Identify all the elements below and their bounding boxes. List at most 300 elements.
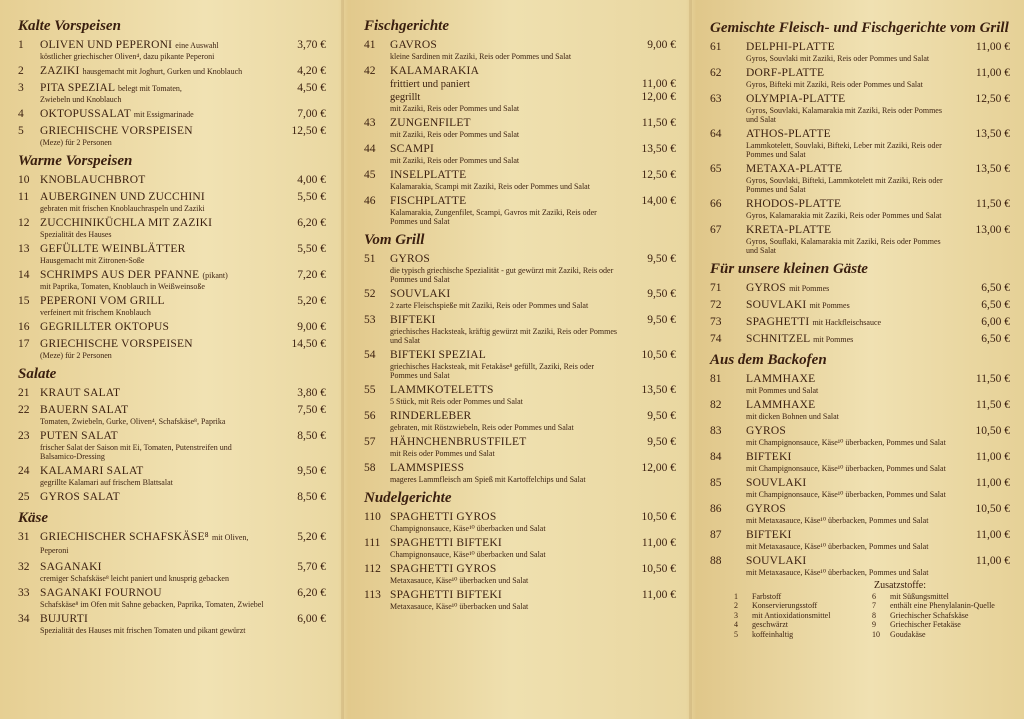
menu-item — [710, 316, 1010, 329]
item-body — [40, 465, 326, 487]
item-number: 34 — [18, 613, 30, 625]
item-name-line — [746, 128, 952, 141]
item-name: METAXA-PLATTE — [746, 163, 843, 175]
menu-item — [364, 537, 676, 559]
item-description: Spezialität des Hauses — [40, 230, 112, 239]
item-name: SOUVLAKI — [390, 288, 451, 300]
item-number: 56 — [364, 410, 376, 422]
item-name-line — [40, 338, 268, 351]
item-price: 10,50 € — [975, 425, 1010, 437]
item-description: gebraten, mit Röstzwiebeln, Reis oder Pommes und Salat — [390, 423, 574, 432]
item-body — [390, 143, 676, 165]
menu-item — [710, 67, 1010, 89]
item-name: BAUERN SALAT — [40, 404, 129, 416]
item-name: GRIECHISCHER SCHAFSKÄSE⁸ — [40, 531, 209, 543]
item-body — [40, 125, 326, 147]
section-title: Nudelgerichte — [364, 490, 452, 506]
item-name: GYROS — [746, 282, 786, 294]
item-inline-description: mit Essigmarinade — [133, 110, 194, 119]
item-body — [40, 108, 326, 121]
item-number: 52 — [364, 288, 376, 300]
item-body — [746, 163, 1010, 194]
menu-item — [710, 333, 1010, 346]
menu-item — [710, 224, 1010, 255]
menu-item — [18, 243, 326, 265]
item-name: PEPERONI VOM GRILL — [40, 295, 165, 307]
menu-item — [18, 174, 326, 187]
item-name: GEGRILLTER OKTOPUS — [40, 321, 170, 333]
section-title: Für unsere kleinen Gäste — [710, 261, 868, 277]
item-number: 86 — [710, 503, 722, 515]
additive-entry — [734, 620, 872, 630]
item-description: Champignonsauce, Käse¹⁰ überbacken und Salat — [390, 550, 546, 559]
menu-item — [364, 589, 676, 611]
item-name-line — [390, 537, 618, 550]
item-number: 87 — [710, 529, 722, 541]
item-price: 11,50 € — [975, 373, 1010, 385]
additive-number: 6 — [872, 591, 876, 601]
item-number: 67 — [710, 224, 722, 236]
menu-item — [710, 555, 1010, 577]
item-number: 55 — [364, 384, 376, 396]
item-number: 44 — [364, 143, 376, 155]
item-price: 6,00 € — [297, 613, 326, 625]
menu-column-2 — [348, 0, 686, 719]
additive-number: 9 — [872, 620, 876, 629]
item-description: gegrillte Kalamari auf frischem Blattsalat — [40, 478, 173, 487]
item-name: GRIECHISCHE VORSPEISEN — [40, 125, 193, 137]
item-description: mit Reis oder Pommes und Salat — [390, 449, 495, 458]
item-name-line — [746, 451, 952, 464]
item-price: 10,50 € — [641, 563, 676, 575]
item-name-line — [40, 269, 268, 282]
item-name-line — [40, 387, 268, 400]
item-description: Tomaten, Zwiebeln, Gurke, Oliven⁴, Schafskäse⁸, Paprika — [40, 417, 226, 426]
item-name-line — [40, 65, 268, 78]
item-variant — [390, 78, 676, 91]
additive-name: Goudakäse — [890, 629, 926, 639]
item-price: 11,00 € — [975, 41, 1010, 53]
item-name-line — [746, 316, 952, 329]
item-name: SCAMPI — [390, 143, 435, 155]
menu-item — [710, 163, 1010, 194]
item-name: PUTEN SALAT — [40, 430, 118, 442]
item-price: 8,50 € — [297, 430, 326, 442]
item-price: 12,00 € — [641, 462, 676, 474]
item-name: GAVROS — [390, 39, 438, 51]
item-body — [390, 253, 676, 284]
item-body — [746, 333, 1010, 346]
item-name: BIFTEKI SPEZIAL — [390, 349, 486, 361]
item-name-line — [390, 563, 618, 576]
menu-item — [710, 41, 1010, 63]
item-name-line — [390, 195, 618, 208]
item-name: GYROS — [746, 503, 786, 515]
item-name-line — [40, 587, 268, 600]
menu-item — [710, 282, 1010, 295]
menu-item — [364, 169, 676, 191]
menu-section — [18, 18, 326, 147]
additive-number: 10 — [872, 629, 880, 639]
item-body — [746, 67, 1010, 89]
item-name-line — [746, 503, 952, 516]
item-body — [746, 477, 1010, 499]
item-description: Metaxasauce, Käse¹⁰ überbacken und Salat — [390, 576, 529, 585]
item-name-line — [40, 491, 268, 504]
item-description: Spezialität des Hauses mit frischen Tomaten und pikant gewürzt — [40, 626, 246, 635]
item-number: 64 — [710, 128, 722, 140]
item-inline-description: mit Hackfleischsauce — [812, 318, 882, 327]
item-name-line — [390, 288, 618, 301]
item-inline-description: (pikant) — [202, 271, 228, 280]
item-number: 1 — [18, 39, 24, 51]
item-name: FISCHPLATTE — [390, 195, 467, 207]
item-price: 12,50 € — [291, 125, 326, 137]
item-description: kleine Sardinen mit Zaziki, Reis oder Pommes und Salat — [390, 52, 572, 61]
item-name-line — [40, 613, 268, 626]
item-name-line — [40, 404, 268, 417]
item-name: BUJURTI — [40, 613, 88, 625]
item-body — [746, 451, 1010, 473]
item-body — [746, 93, 1010, 124]
item-number: 14 — [18, 269, 30, 281]
item-price: 6,20 € — [297, 217, 326, 229]
item-number: 17 — [18, 338, 30, 350]
item-number: 51 — [364, 253, 376, 265]
item-description: gebraten mit frischen Knoblauchraspeln und Zaziki — [40, 204, 205, 213]
item-body — [390, 511, 676, 533]
item-name-line — [746, 41, 952, 54]
item-name-line — [40, 295, 268, 308]
additive-entry — [734, 611, 872, 621]
additives-legend — [710, 581, 1010, 639]
item-price: 10,50 € — [641, 511, 676, 523]
item-name: OLYMPIA-PLATTE — [746, 93, 846, 105]
item-price: 11,00 € — [975, 67, 1010, 79]
menu-item — [364, 65, 676, 113]
item-body — [40, 65, 326, 78]
item-body — [390, 349, 676, 380]
item-name: SPAGHETTI GYROS — [390, 511, 497, 523]
menu-item — [364, 39, 676, 61]
item-name: BIFTEKI — [390, 314, 436, 326]
fold-line — [689, 0, 692, 719]
item-description: 2 zarte Fleischspieße mit Zaziki, Reis oder Pommes und Salat — [390, 301, 589, 310]
item-body — [746, 128, 1010, 159]
item-number: 54 — [364, 349, 376, 361]
additive-number: 4 — [734, 620, 738, 629]
menu-section — [364, 18, 676, 226]
item-name: LAMMHAXE — [746, 373, 816, 385]
item-name-line — [40, 82, 268, 95]
item-body — [746, 316, 1010, 329]
item-number: 32 — [18, 561, 30, 573]
item-description: (Meze) für 2 Personen — [40, 351, 112, 360]
item-name-line — [40, 39, 268, 52]
item-number: 42 — [364, 65, 376, 77]
section-title: Salate — [18, 366, 57, 382]
menu-item — [18, 321, 326, 334]
item-price: 13,50 € — [641, 384, 676, 396]
item-name: SAGANAKI FOURNOU — [40, 587, 162, 599]
item-body — [746, 425, 1010, 447]
item-name-line — [390, 169, 618, 182]
item-name-line — [390, 39, 618, 52]
item-price: 9,50 € — [647, 314, 676, 326]
item-name: GYROS — [746, 425, 786, 437]
item-name: ZUNGENFILET — [390, 117, 471, 129]
item-name: BIFTEKI — [746, 529, 792, 541]
section-title: Käse — [18, 510, 48, 526]
section-title: Aus dem Backofen — [710, 352, 827, 368]
item-name-line — [390, 253, 618, 266]
menu-item — [18, 125, 326, 147]
item-body — [390, 384, 676, 406]
item-name-line — [40, 125, 268, 138]
item-number: 65 — [710, 163, 722, 175]
item-number: 111 — [364, 537, 381, 549]
item-number: 82 — [710, 399, 722, 411]
additive-entry — [872, 620, 1010, 630]
item-name: KALAMARI SALAT — [40, 465, 144, 477]
item-description: mit Metaxasauce, Käse¹⁰ überbacken, Pommes und Salat — [746, 516, 929, 525]
item-body — [40, 321, 326, 334]
item-body — [40, 243, 326, 265]
item-description: Zwiebeln und Knoblauch — [40, 95, 122, 104]
item-body — [746, 373, 1010, 395]
item-name: LAMMSPIESS — [390, 462, 465, 474]
item-number: 66 — [710, 198, 722, 210]
item-body — [390, 462, 676, 484]
item-name-line — [746, 163, 952, 176]
item-name-line — [390, 65, 618, 78]
variant-name: frittiert und paniert — [390, 79, 470, 90]
additive-entry — [734, 601, 872, 611]
variant-name: gegrillt — [390, 92, 421, 103]
item-price: 6,20 € — [297, 587, 326, 599]
item-body — [746, 299, 1010, 312]
item-description: mit Paprika, Tomaten, Knoblauch in Weißweinsoße — [40, 282, 205, 291]
menu-item — [710, 128, 1010, 159]
additive-number: 3 — [734, 610, 738, 620]
item-name-line — [390, 511, 618, 524]
item-number: 16 — [18, 321, 30, 333]
section-title: Vom Grill — [364, 232, 425, 248]
item-body — [746, 282, 1010, 295]
item-name-line — [746, 425, 952, 438]
item-price: 12,50 € — [641, 169, 676, 181]
item-number: 112 — [364, 563, 381, 575]
menu-item — [18, 108, 326, 121]
item-name-line — [40, 430, 268, 443]
menu-item — [710, 299, 1010, 312]
item-name-line — [390, 117, 618, 130]
item-price: 6,50 € — [981, 299, 1010, 311]
item-number: 23 — [18, 430, 30, 442]
item-body — [40, 295, 326, 317]
item-price: 4,50 € — [297, 82, 326, 94]
menu-item — [710, 373, 1010, 395]
menu-item — [364, 117, 676, 139]
item-name: DELPHI-PLATTE — [746, 41, 835, 53]
item-body — [390, 563, 676, 585]
item-price: 11,50 € — [975, 198, 1010, 210]
section-title: Fischgerichte — [364, 18, 449, 34]
item-body — [40, 387, 326, 400]
item-name: KRAUT SALAT — [40, 387, 121, 399]
item-number: 25 — [18, 491, 30, 503]
item-name-line — [390, 410, 618, 423]
menu-section — [710, 20, 1010, 255]
item-number: 21 — [18, 387, 30, 399]
item-name: OLIVEN UND PEPERONI — [40, 39, 173, 51]
menu-item — [18, 404, 326, 426]
item-price: 6,50 € — [981, 282, 1010, 294]
item-name: RINDERLEBER — [390, 410, 472, 422]
additives-title: Zusatzstoffe: — [873, 580, 927, 591]
item-inline-description: eine Auswahl — [175, 41, 219, 50]
additive-number: 1 — [734, 591, 738, 601]
item-body — [390, 169, 676, 191]
item-name-line — [390, 384, 618, 397]
item-price: 11,00 € — [975, 451, 1010, 463]
item-description: 5 Stück, mit Reis oder Pommes und Salat — [390, 397, 523, 406]
section-title: Warme Vorspeisen — [18, 153, 133, 169]
item-price: 11,00 € — [975, 555, 1010, 567]
menu-section — [18, 366, 326, 504]
item-description: mit Zaziki, Reis oder Pommes und Salat — [390, 156, 520, 165]
variant-price: 11,00 € — [641, 78, 676, 90]
menu-item — [364, 288, 676, 310]
menu-section — [18, 153, 326, 360]
item-name: DORF-PLATTE — [746, 67, 825, 79]
item-name-line — [40, 174, 268, 187]
item-number: 84 — [710, 451, 722, 463]
item-inline-description: mit Pommes — [789, 284, 830, 293]
item-inline-description: mit Oliven, Peperoni — [40, 533, 249, 555]
menu-item — [364, 253, 676, 284]
item-description: Lammkotelett, Souvlaki, Bifteki, Leber mit Zaziki, Reis oder Pommes und Salat — [746, 141, 942, 159]
item-name: SOUVLAKI — [746, 555, 807, 567]
additive-entry — [734, 592, 872, 602]
item-price: 9,00 € — [647, 39, 676, 51]
item-price: 7,50 € — [297, 404, 326, 416]
item-description: köstlicher griechischer Oliven⁴, dazu pikante Peperoni — [40, 52, 215, 61]
item-description: Gyros, Souvlaki, Kalamarakia mit Zaziki, Reis oder Pommes und Salat — [746, 106, 942, 124]
item-number: 11 — [18, 191, 30, 203]
item-name-line — [746, 299, 952, 312]
item-description: Gyros, Kalamarakia mit Zaziki, Reis oder Pommes und Salat — [746, 211, 942, 220]
item-number: 10 — [18, 174, 30, 186]
item-name: LAMMHAXE — [746, 399, 816, 411]
menu-item — [710, 399, 1010, 421]
item-price: 13,00 € — [975, 224, 1010, 236]
item-price: 6,50 € — [981, 333, 1010, 345]
item-name-line — [390, 143, 618, 156]
menu-section — [18, 510, 326, 635]
menu-section — [710, 352, 1010, 577]
item-name-line — [40, 531, 268, 557]
item-body — [390, 314, 676, 345]
item-name: KRETA-PLATTE — [746, 224, 832, 236]
item-name-line — [390, 349, 618, 362]
item-body — [746, 503, 1010, 525]
item-price: 5,50 € — [297, 243, 326, 255]
item-price: 6,00 € — [981, 316, 1010, 328]
additive-name: koffeinhaltig — [752, 629, 794, 639]
item-body — [746, 224, 1010, 255]
item-number: 12 — [18, 217, 30, 229]
item-number: 110 — [364, 511, 381, 523]
section-title: Kalte Vorspeisen — [18, 18, 121, 34]
menu-column-3 — [694, 0, 1024, 719]
menu-item — [18, 387, 326, 400]
item-number: 53 — [364, 314, 376, 326]
item-body — [40, 613, 326, 635]
item-number: 88 — [710, 555, 722, 567]
menu-item — [18, 269, 326, 291]
menu-section — [710, 261, 1010, 346]
item-name: SOUVLAKI — [746, 477, 807, 489]
item-name: SPAGHETTI — [746, 316, 810, 328]
menu-item — [364, 195, 676, 226]
item-number: 85 — [710, 477, 722, 489]
item-body — [40, 430, 326, 461]
item-number: 24 — [18, 465, 30, 477]
item-name-line — [40, 561, 268, 574]
additive-entry — [872, 611, 1010, 621]
item-body — [40, 217, 326, 239]
item-number: 71 — [710, 282, 722, 294]
item-description: mit Champignonsauce, Käse¹⁰ überbacken, Pommes und Salat — [746, 464, 946, 473]
item-body — [390, 195, 676, 226]
item-description: griechisches Hacksteak, mit Fetakäse⁸ gefüllt, Zaziki, Reis oder Pommes und Salat — [390, 362, 595, 380]
item-name: SCHNITZEL — [746, 333, 810, 345]
item-name-line — [390, 314, 618, 327]
item-body — [40, 587, 326, 609]
item-price: 7,20 € — [297, 269, 326, 281]
item-name: KNOBLAUCHBROT — [40, 174, 146, 186]
item-name-line — [390, 462, 618, 475]
item-name-line — [746, 282, 952, 295]
item-body — [746, 529, 1010, 551]
item-name-line — [746, 399, 952, 412]
additive-name: Griechischer Fetakäse — [890, 620, 961, 629]
item-price: 11,00 € — [641, 537, 676, 549]
item-body — [390, 537, 676, 559]
menu-item — [364, 410, 676, 432]
item-description: Metaxasauce, Käse¹⁰ überbacken und Salat — [390, 602, 529, 611]
item-price: 4,00 € — [297, 174, 326, 186]
item-description: Kalamarakia, Scampi mit Zaziki, Reis oder Pommes und Salat — [390, 182, 590, 191]
menu-item — [364, 511, 676, 533]
item-description: mit Champignonsauce, Käse¹⁰ überbacken, Pommes und Salat — [746, 438, 946, 447]
additive-entry — [872, 630, 1010, 640]
menu-item — [710, 198, 1010, 220]
item-name: AUBERGINEN UND ZUCCHINI — [40, 191, 205, 203]
item-name: SOUVLAKI — [746, 299, 807, 311]
item-name: GRIECHISCHE VORSPEISEN — [40, 338, 193, 350]
item-body — [390, 39, 676, 61]
item-price: 13,50 € — [975, 128, 1010, 140]
item-name-line — [746, 67, 952, 80]
item-name: SPAGHETTI GYROS — [390, 563, 497, 575]
menu-item — [18, 39, 326, 61]
item-number: 13 — [18, 243, 30, 255]
item-body — [746, 198, 1010, 220]
item-price: 5,50 € — [297, 191, 326, 203]
item-body — [40, 338, 326, 360]
